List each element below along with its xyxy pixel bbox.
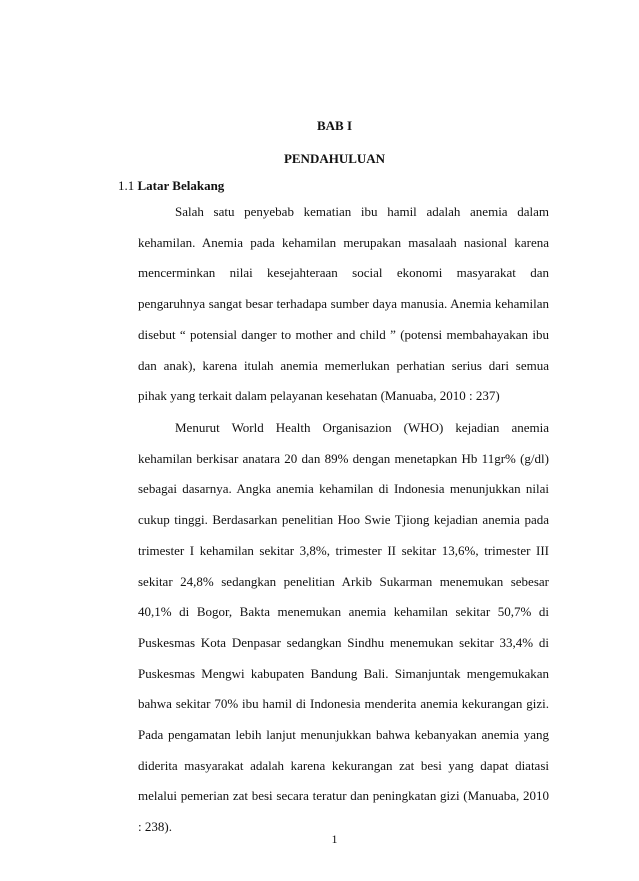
section-number: 1.1 [118,178,138,193]
section-title: Latar Belakang [137,178,225,193]
page-number: 1 [331,832,338,846]
section-heading [118,178,224,194]
paragraph-2: Menurut World Health Organisazion (WHO) kejadian anemia kehamilan berkisar anatara 20 dan 89% dengan menetapkan Hb 11gr% (g/dl) sebagai dasarnya. Angka anemia kehamilan di Indonesia menunjukkan nilai cukup tinggi. Berdasarkan penelitian Hoo Swie Tjiong kejadian anemia pada trimester I kehamilan sekitar 3,8%, trimester II sekitar 13,6%, trimester III sekitar 24,8% sedangkan penelitian Arkib Sukarman menemukan sebesar 40,1% di Bogor, Bakta menemukan anemia kehamilan sekitar 50,7% di Puskesmas Kota Denpasar sedangkan Sindhu menemukan sekitar 33,4% di Puskesmas Mengwi kabupaten Bandung Bali. Simanjuntak mengemukakan bahwa sekitar 70% ibu hamil di Indonesia menderita anemia kekurangan gizi. Pada pengamatan lebih lanjut menunjukkan bahwa kebanyakan anemia yang diderita masyarakat adalah karena kekurangan zat besi yang dapat diatasi melalui pemerian zat besi secara teratur dan peningkatan gizi (Manuaba, 2010 : 238). [138,420,549,835]
chapter-title: PENDAHULUAN [283,151,386,166]
chapter-number: BAB I [316,118,353,133]
paragraph-1: Salah satu penyebab kematian ibu hamil adalah anemia dalam kehamilan. Anemia pada kehamilan merupakan masalaah nasional karena mencerminkan nilai kesejahteraan social ekonomi masyarakat dan pengaruhnya sangat besar terhadapa sumber daya manusia. Anemia kehamilan disebut “ potensial danger to mother and child ” (potensi membahayakan ibu dan anak), karena itulah anemia memerlukan perhatian serius dari semua pihak yang terkait dalam pelayanan kesehatan (Manuaba, 2010 : 237) [138,204,549,404]
